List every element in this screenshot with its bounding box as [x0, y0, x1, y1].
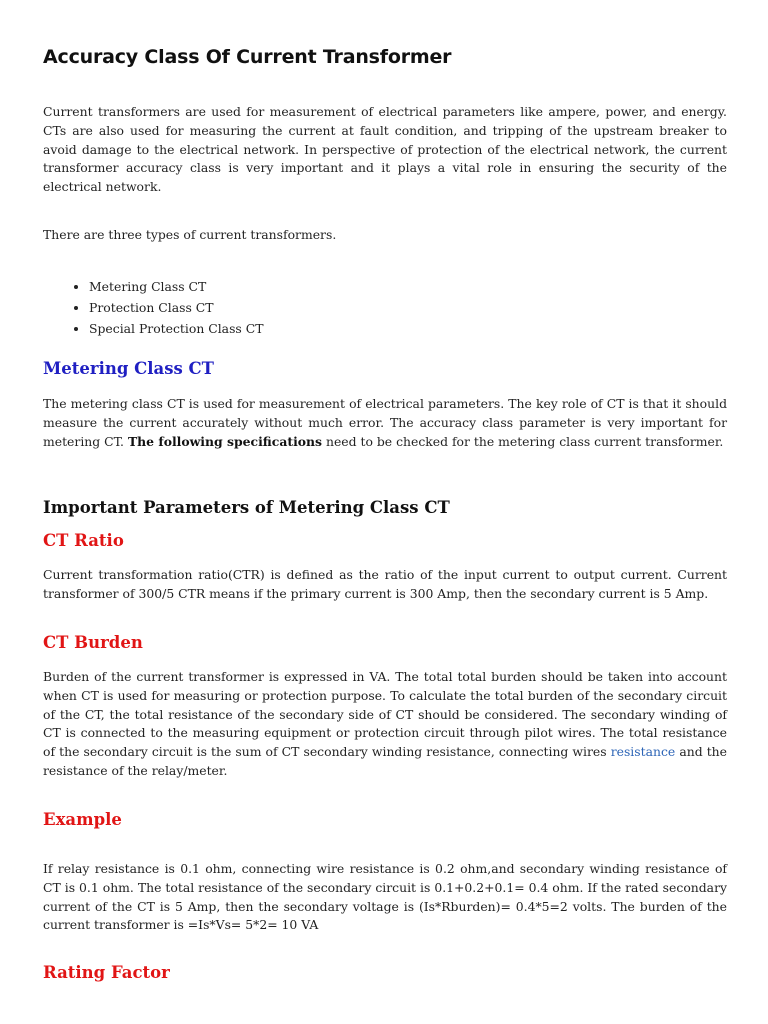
metering-bold-text: The following specifications [127, 433, 323, 449]
section-heading-parameters: Important Parameters of Metering Class CT [43, 498, 450, 517]
section-heading-ct-burden: CT Burden [43, 633, 143, 652]
page-title: Accuracy Class Of Current Transformer [43, 46, 452, 68]
section-heading-example: Example [43, 810, 122, 829]
ct-ratio-paragraph: Current transformation ratio(CTR) is defined as the ratio of the input current to output current. Current transformer of 300/5 CTR means if the primary current is 300 Amp, then the secondary current is 5 Amp. [43, 567, 727, 601]
list-item: • Metering Class CT [89, 276, 263, 297]
types-intro: There are three types of current transformers. [43, 227, 337, 242]
metering-paragraph [43, 395, 727, 451]
ct-burden-paragraph [43, 668, 727, 781]
intro-paragraph: Current transformers are used for measurement of electrical parameters like ampere, power, and energy. CTs are also used for measuring the current at fault condition, and tripping of the upstream breaker to avoid damage to the electrical network. In perspective of protection of the electrical network, the current transformer accuracy class is very important and it plays a vital role in ensuring the security of the electrical network. [43, 104, 727, 195]
section-heading-ct-ratio: CT Ratio [43, 531, 124, 550]
list-item: • Special Protection Class CT [89, 318, 263, 339]
types-list [43, 276, 263, 339]
metering-text-after: need to be checked for the metering class current transformer. [322, 433, 724, 449]
list-item: • Protection Class CT [89, 297, 263, 318]
example-paragraph: If relay resistance is 0.1 ohm, connecting wire resistance is 0.2 ohm,and secondary winding resistance of CT is 0.1 ohm. The total resistance of the secondary circuit is 0.1+0.2+0.1= 0.4 ohm. If the rated secondary current of the CT is 5 Amp, then the secondary voltage is (Is*Rburden)= 0.4*5=2 volts. The burden of the current transformer is =Is*Vs= 5*2= 10 VA [43, 861, 727, 933]
section-heading-rating-factor: Rating Factor [43, 963, 170, 982]
ct-burden-text-after: and the resistance of the relay/meter. [43, 744, 727, 778]
ct-burden-text-before: Burden of the current transformer is expressed in VA. The total total burden should be taken into account when CT is used for measuring or protection purpose. To calculate the total burden of the secondary circuit of the CT, the total resistance of the secondary side of CT should be considered. The secondary winding of CT is connected to the measuring equipment or protection circuit through pilot wires. The total resistance of the secondary circuit is the sum of CT secondary winding resistance, connecting wires [43, 669, 727, 760]
metering-text-before: The metering class CT is used for measurement of electrical parameters. The key role of CT is that it should measure the current accurately without much error. The accuracy class parameter is very important for metering CT. [43, 396, 727, 449]
resistance-link[interactable]: resistance [610, 744, 676, 760]
section-heading-metering: Metering Class CT [43, 359, 214, 378]
